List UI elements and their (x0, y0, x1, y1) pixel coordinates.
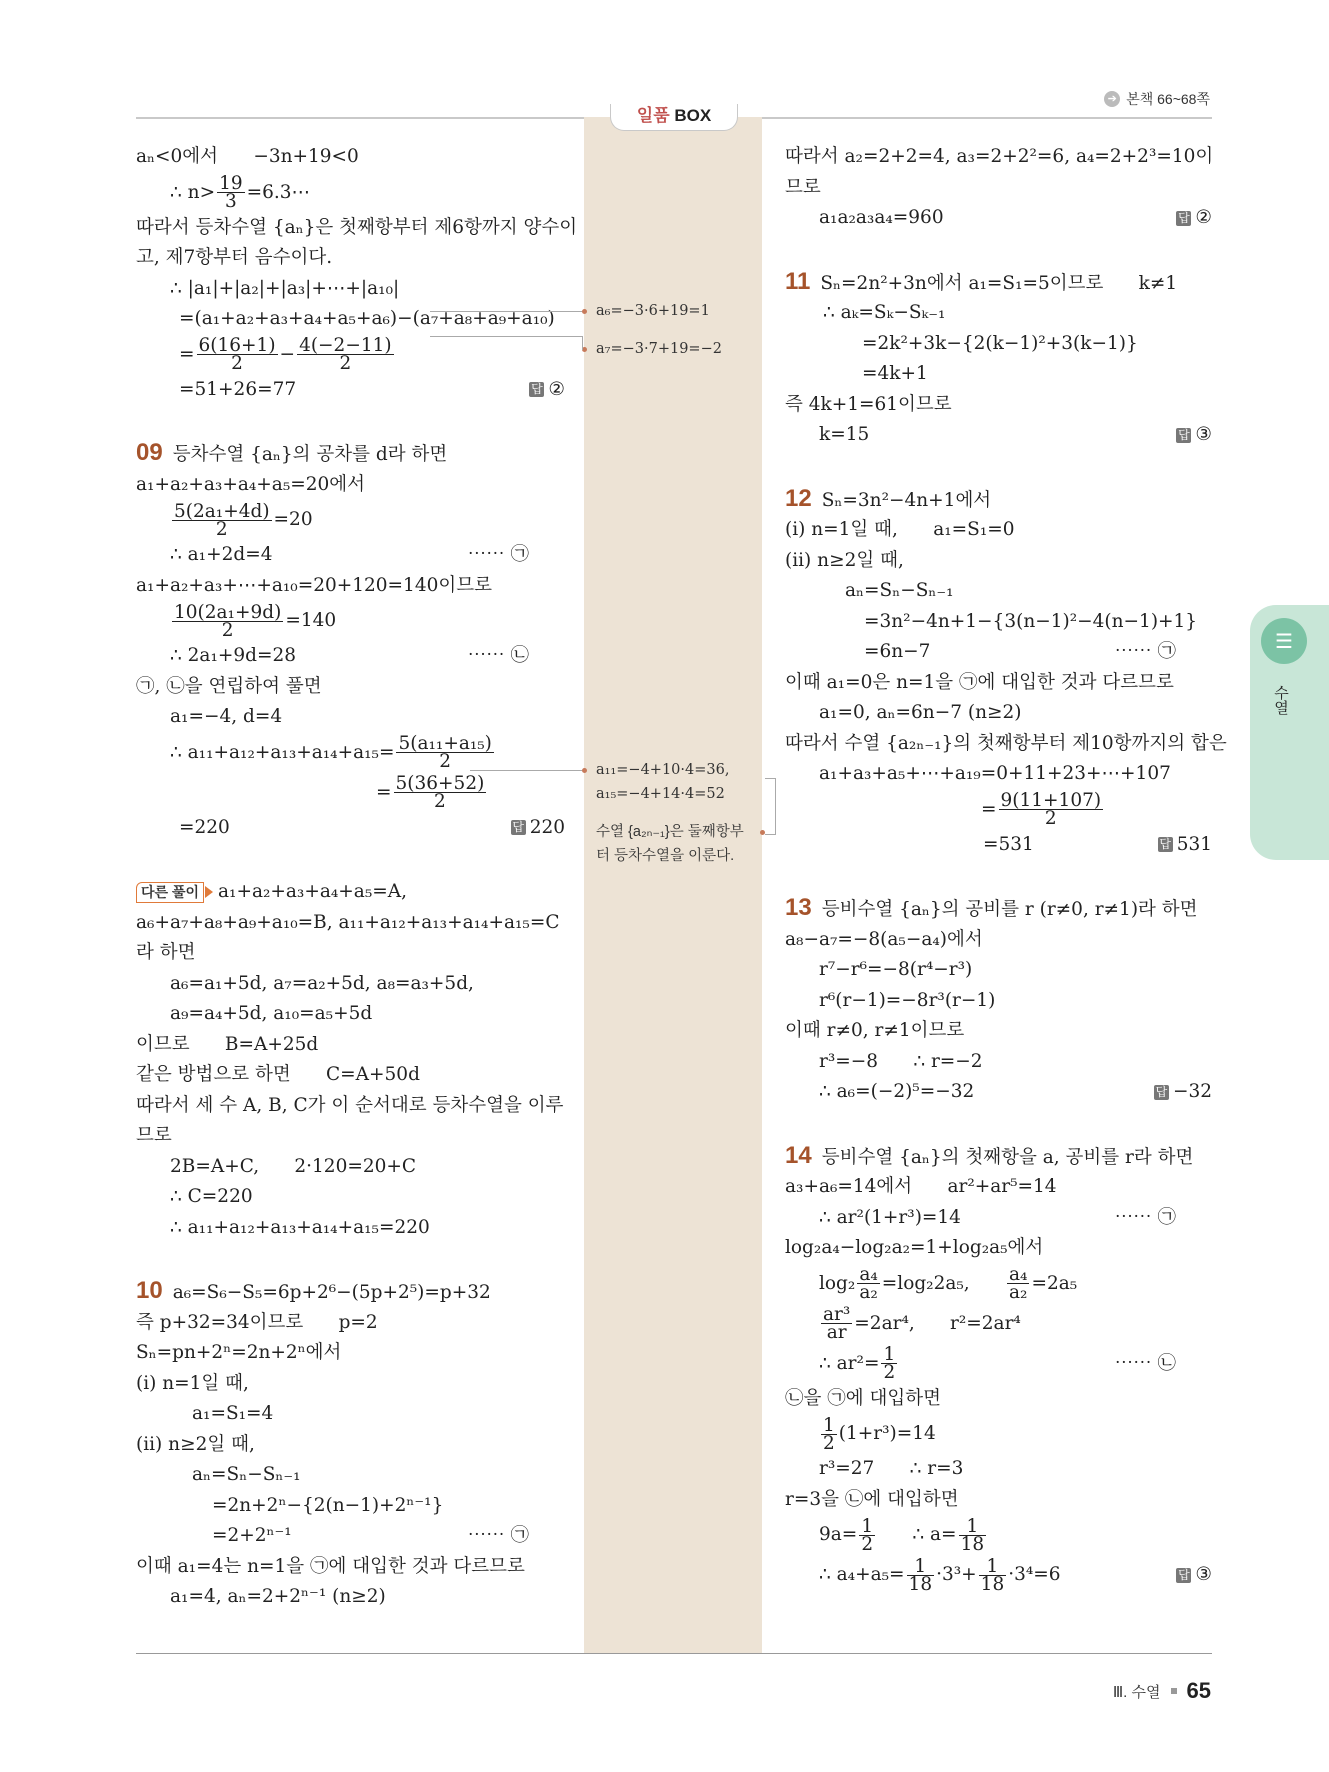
solution-line (136, 142, 565, 173)
math-text: =2+2ⁿ⁻¹ (212, 1525, 292, 1546)
solution-line (136, 773, 565, 813)
answer (1176, 1555, 1212, 1595)
chapter-label: Ⅲ. 수열 (1112, 1683, 1161, 1701)
solution-line (136, 1491, 565, 1522)
side-tab-label: 수열 (1272, 685, 1289, 715)
solution-line (136, 375, 565, 406)
answer-badge-icon: 답 (1178, 427, 1190, 442)
math-text: =220 (179, 816, 230, 838)
solution-line (785, 359, 1212, 390)
math-text: a₁a₂a₃a₄=960 (819, 207, 944, 228)
note-dot (582, 309, 587, 314)
answer-badge-icon: 답 (1178, 210, 1190, 225)
math-text: a₃+a₆=14에서 ar²+ar⁵=14 (785, 1176, 1057, 1197)
solution-line (785, 955, 1212, 986)
solution-line (785, 1304, 1212, 1344)
math-text: =6.3⋯ (246, 181, 311, 203)
math-text: Sₙ=2n²+3n에서 a₁=S₁=5이므로 k≠1 (820, 272, 1178, 294)
fraction (821, 1306, 852, 1341)
fraction-denominator: 2 (339, 353, 352, 374)
solution-section (785, 1142, 1212, 1596)
footer (1113, 1678, 1211, 1704)
solution-line (785, 515, 1212, 546)
fraction-numerator: 5(a₁₁+a₁₅) (398, 733, 492, 754)
math-text: a₁=4, aₙ=2+2ⁿ⁻¹ (n≥2) (170, 1586, 386, 1607)
fraction-numerator: 19 (219, 173, 243, 194)
list-icon: ☰ (1261, 618, 1307, 664)
fraction-denominator: 2 (439, 751, 452, 772)
math-text: ㉠, ㉡을 연립하여 풀면 (136, 675, 322, 697)
answer-value: 220 (529, 816, 565, 838)
fraction (959, 1515, 987, 1555)
problem-number: 13 (785, 894, 812, 921)
math-text: 같은 방법으로 하면 C=A+50d (136, 1064, 420, 1085)
math-text: 등비수열 {aₙ}의 공비를 r (r≠0, r≠1)라 하면 (821, 899, 1198, 920)
answer (529, 375, 565, 406)
math-text: ·3³+ (936, 1564, 977, 1585)
math-text: 따라서 수열 {a₂ₙ₋₁}의 첫째항부터 제10항까지의 합은 (785, 732, 1227, 754)
solution-line (785, 1485, 1212, 1516)
math-text: ∴ a₁+2d=4 (170, 544, 273, 565)
fraction-numerator: a₄ (1008, 1264, 1028, 1285)
math-text: (1+r³)=14 (838, 1423, 936, 1444)
fraction (907, 1555, 935, 1595)
fraction-denominator: 2 (861, 1533, 874, 1555)
answer-badge-icon: 답 (1159, 837, 1171, 851)
solution-line (785, 1555, 1212, 1595)
solution-line (785, 1203, 1212, 1234)
solution-line (785, 1344, 1212, 1384)
box-title-text: BOX (669, 106, 712, 125)
connector-line (470, 770, 582, 771)
solution-line (136, 1369, 565, 1400)
math-text: ∴ 2a₁+9d=28 (170, 645, 297, 666)
fraction-denominator: 2 (231, 353, 243, 374)
math-text: aₙ=Sₙ−Sₙ₋₁ (845, 580, 954, 601)
solution-line (136, 969, 565, 1000)
math-text: 등차수열 {aₙ}의 공차를 d라 하면 (172, 444, 448, 465)
fraction-denominator: 18 (960, 1533, 985, 1555)
solution-line (785, 173, 1212, 204)
fraction-denominator: 2 (883, 1362, 896, 1383)
fraction (857, 1266, 879, 1301)
math-text: = (376, 781, 392, 803)
solution-line (136, 1552, 565, 1583)
answer-value: −32 (1172, 1081, 1212, 1102)
answer-badge-icon: 답 (531, 382, 543, 396)
math-text: =20 (273, 509, 313, 530)
equation-marker: ⋯⋯ ㉠ (1114, 641, 1176, 662)
problem-number: 11 (785, 267, 811, 295)
math-text: a₁+a₂+a₃+a₄+a₅=A, (218, 881, 407, 902)
fraction-numerator: a₄ (859, 1264, 878, 1285)
solution-line (785, 925, 1212, 956)
solution-line (785, 203, 1212, 234)
math-text: =2n+2ⁿ−{2(n−1)+2ⁿ⁻¹} (212, 1494, 444, 1516)
solution-line (136, 173, 565, 213)
fraction (396, 735, 493, 770)
math-text: a₁=S₁=4 (192, 1403, 274, 1424)
solution-line (785, 1384, 1212, 1415)
solution-line (136, 1091, 565, 1122)
solution-line (785, 637, 1212, 668)
fraction-numerator: 1 (861, 1515, 874, 1537)
solution-line (136, 1182, 565, 1213)
answer-value: ③ (1195, 424, 1212, 445)
solution-line (136, 243, 565, 274)
solution-line (136, 571, 565, 602)
answer-value: 531 (1176, 833, 1212, 855)
equation-marker: ⋯⋯ ㉡ (1114, 1352, 1176, 1374)
fraction (172, 601, 283, 641)
fraction (197, 337, 278, 372)
chapter-side-tab[interactable] (1250, 605, 1329, 860)
math-text: k=15 (819, 424, 870, 445)
fraction-numerator: 5(36+52) (395, 773, 485, 794)
math-text: aₙ=Sₙ−Sₙ₋₁ (192, 1464, 301, 1485)
solution-line (136, 999, 565, 1030)
math-text: =2a₅ (1031, 1272, 1078, 1294)
math-text: ∴ |a₁|+|a₂|+|a₃|+⋯+|a₁₀| (170, 277, 400, 299)
fraction-numerator: 1 (883, 1344, 896, 1365)
solution-line (785, 485, 1212, 516)
solution-line (785, 1016, 1212, 1047)
solution-line (136, 439, 565, 470)
alt-solution-badge: 다른 풀이 (136, 882, 204, 903)
math-text: ∴ ar²(1+r³)=14 (819, 1206, 961, 1228)
math-text: a₁+a₃+a₅+⋯+a₁₉=0+11+23+⋯+107 (819, 763, 1171, 784)
fraction-numerator: 1 (979, 1558, 1007, 1576)
solution-line (136, 1308, 565, 1339)
fraction (999, 792, 1104, 827)
fraction-numerator: 6(16+1) (198, 335, 276, 356)
solution-line (136, 540, 565, 571)
solution-line (136, 1277, 565, 1308)
answer (1154, 1077, 1212, 1108)
answer (1176, 203, 1212, 234)
math-text: =531 (983, 833, 1034, 855)
math-text: ∴ a= (877, 1524, 957, 1545)
solution-line (136, 938, 565, 969)
note-seq-line2: 터 등차수열을 이룬다. (596, 848, 735, 864)
math-text: 이때 r≠0, r≠1이므로 (785, 1020, 965, 1041)
note-a11: a₁₁=−4+10·4=36, (596, 762, 730, 778)
solution-line (785, 298, 1212, 329)
fraction-denominator: a₂ (859, 1282, 878, 1303)
reference-text: 본책 66~68쪽 (1126, 91, 1210, 107)
math-text: 2B=A+C, 2·120=20+C (170, 1155, 417, 1177)
solution-line (136, 733, 565, 773)
solution-line (785, 1172, 1212, 1203)
math-text: r³=27 ∴ r=3 (819, 1458, 964, 1479)
solution-line (136, 601, 565, 641)
solution-line (136, 1213, 565, 1244)
solution-line (785, 1454, 1212, 1485)
solution-section (785, 142, 1212, 234)
math-text: 즉 p+32=34이므로 p=2 (136, 1311, 378, 1333)
equation-marker: ⋯⋯ ㉠ (467, 544, 529, 565)
math-text: 등비수열 {aₙ}의 첫째항을 a, 공비를 r라 하면 (821, 1146, 1194, 1168)
fraction-denominator: 2 (1044, 808, 1057, 829)
math-text: 따라서 등차수열 {aₙ}은 첫째항부터 제6항까지 양수이 (136, 216, 578, 238)
solution-line (785, 1264, 1212, 1304)
answer-badge-icon: 답 (512, 820, 524, 834)
page-number: 65 (1186, 1678, 1211, 1703)
math-text: (ii) n≥2일 때, (136, 1433, 255, 1455)
math-text: =log₂2a₅, (881, 1272, 1005, 1294)
connector-line (765, 778, 776, 835)
solution-line (785, 329, 1212, 360)
fraction (1007, 1266, 1029, 1301)
math-text: (i) n=1일 때, (136, 1372, 249, 1394)
math-text: ∴ n> (170, 181, 216, 203)
solution-line (785, 1047, 1212, 1078)
math-text: 즉 4k+1=61이므로 (785, 393, 952, 415)
right-column (785, 142, 1227, 1629)
solution-line (136, 908, 565, 939)
math-text: ·3⁴=6 (1008, 1564, 1061, 1585)
math-text: 므로 (785, 176, 821, 198)
fraction-denominator: ar (826, 1322, 847, 1343)
fraction-denominator: 2 (434, 791, 446, 812)
solution-line (136, 1399, 565, 1430)
solution-section (136, 1277, 565, 1613)
solution-line (136, 1152, 565, 1183)
math-text: =2ar⁴, r²=2ar⁴ (854, 1312, 1021, 1334)
math-text: 이므로 B=A+25d (136, 1033, 319, 1055)
solution-section (785, 268, 1212, 451)
problem-number: 12 (785, 484, 812, 512)
solution-line (785, 390, 1212, 421)
equation-marker: ⋯⋯ ㉠ (1114, 1206, 1176, 1228)
solution-line (785, 1142, 1212, 1173)
fraction-denominator: 18 (908, 1573, 933, 1595)
math-text: a₁+a₂+a₃+⋯+a₁₀=20+120=140이므로 (136, 574, 492, 596)
solution-line (136, 1460, 565, 1491)
math-text: − (279, 343, 296, 365)
math-text: a₁=−4, d=4 (170, 706, 283, 727)
solution-line (785, 546, 1212, 577)
solution-line (136, 274, 565, 305)
solution-line (785, 607, 1212, 638)
left-column (136, 142, 578, 1647)
math-text: ∴ a₁₁+a₁₂+a₁₃+a₁₄+a₁₅=220 (170, 1216, 430, 1238)
connector-line (430, 311, 582, 312)
separator-square (1171, 1688, 1177, 1694)
box-title (610, 104, 738, 131)
equation-marker: ⋯⋯ ㉠ (467, 1525, 529, 1546)
fraction-denominator: a₂ (1008, 1282, 1028, 1303)
math-text: r⁷−r⁶=−8(r⁴−r³) (819, 959, 973, 980)
connector-line (430, 336, 583, 350)
answer (1158, 830, 1212, 861)
problem-number: 09 (136, 439, 163, 466)
solution-line (785, 1515, 1212, 1555)
answer-badge-icon: 답 (1155, 1084, 1168, 1099)
solution-line (136, 1582, 565, 1613)
solution-line (785, 1414, 1212, 1454)
math-text: a₉=a₄+5d, a₁₀=a₅+5d (170, 1003, 373, 1024)
note-a15: a₁₅=−4+14·4=52 (596, 786, 725, 802)
math-text: ∴ ar²= (819, 1352, 880, 1374)
fraction (172, 500, 272, 540)
fraction (394, 775, 487, 810)
fraction-denominator: 2 (823, 1432, 835, 1454)
fraction-numerator: 1 (959, 1518, 987, 1536)
box-title-red: 일품 (636, 106, 670, 125)
math-text: a₁=0, aₙ=6n−7 (n≥2) (819, 702, 1022, 723)
solution-section (136, 439, 565, 843)
math-text: r=3을 ㉡에 대입하면 (785, 1488, 959, 1510)
math-text: 따라서 세 수 A, B, C가 이 순서대로 등차수열을 이루 (136, 1094, 564, 1116)
math-text: ∴ C=220 (170, 1186, 253, 1207)
answer-value: ② (1195, 207, 1212, 228)
math-text: =2k²+3k−{2(k−1)²+3(k−1)} (862, 332, 1138, 354)
equation-marker: ⋯⋯ ㉡ (467, 645, 529, 666)
solution-line (785, 142, 1212, 173)
arrow-right-icon: ➔ (1104, 91, 1120, 107)
solution-line (136, 470, 565, 501)
note-seq-line1: 수열 {a₂ₙ₋₁}은 둘째항부 (596, 824, 744, 840)
solution-line (785, 698, 1212, 729)
answer-badge-icon: 답 (1178, 1567, 1190, 1582)
solution-line (785, 1077, 1212, 1108)
note-a6: a₆=−3·6+19=1 (596, 303, 710, 319)
fraction-denominator: 3 (224, 191, 237, 212)
answer (1176, 420, 1212, 451)
answer-value: ② (548, 378, 565, 400)
solution-line (136, 500, 565, 540)
solution-line (785, 830, 1212, 861)
math-text: 므로 (136, 1125, 172, 1146)
math-text: a₆=a₁+5d, a₇=a₂+5d, a₈=a₃+5d, (170, 972, 474, 994)
solution-line (785, 668, 1212, 699)
solution-section (136, 877, 565, 1243)
solution-line (136, 813, 565, 844)
solution-line (136, 672, 565, 703)
fraction-numerator: 4(−2−11) (299, 335, 392, 356)
solution-section (136, 142, 578, 405)
math-text: a₆+a₇+a₈+a₉+a₁₀=B, a₁₁+a₁₂+a₁₃+a₁₄+a₁₅=C (136, 911, 560, 933)
math-text: 따라서 a₂=2+2=4, a₃=2+2²=6, a₄=2+2³=10이 (785, 146, 1214, 167)
fraction (881, 1346, 897, 1381)
solution-line (136, 702, 565, 733)
solution-line (136, 1030, 565, 1061)
math-text: ㉡을 ㉠에 대입하면 (785, 1387, 941, 1409)
fraction-numerator: 1 (907, 1558, 935, 1576)
solution-line (136, 1060, 565, 1091)
answer-value: ③ (1195, 1564, 1212, 1585)
solution-section (785, 894, 1212, 1108)
math-text: = (179, 343, 195, 365)
math-text: ∴ a₁₁+a₁₂+a₁₃+a₁₄+a₁₅= (170, 741, 395, 763)
solution-line (136, 641, 565, 672)
fraction-numerator: 1 (823, 1414, 835, 1436)
fraction-numerator: ar³ (823, 1304, 851, 1325)
solution-line (785, 759, 1212, 790)
math-text: ∴ a₄+a₅= (819, 1564, 905, 1585)
fraction-denominator: 2 (215, 518, 228, 540)
math-text: Sₙ=pn+2ⁿ=2n+2ⁿ에서 (136, 1342, 342, 1363)
math-text: = (981, 798, 997, 820)
fraction (297, 337, 394, 372)
math-text: =51+26=77 (179, 378, 297, 400)
solution-line (136, 1521, 565, 1552)
solution-line (136, 213, 578, 244)
solution-line (785, 1233, 1212, 1264)
solution-line (785, 420, 1212, 451)
math-text: aₙ<0에서 −3n+19<0 (136, 146, 359, 167)
math-text: 고, 제7항부터 음수이다. (136, 247, 333, 268)
math-text: 이때 a₁=4는 n=1을 ㉠에 대입한 것과 다르므로 (136, 1555, 525, 1577)
solution-line (785, 986, 1212, 1017)
math-text: r³=−8 ∴ r=−2 (819, 1050, 983, 1072)
fraction (821, 1414, 837, 1454)
fraction (217, 175, 245, 210)
fraction (859, 1515, 875, 1555)
math-text: r⁶(r−1)=−8r³(r−1) (819, 989, 996, 1011)
problem-number: 10 (136, 1277, 163, 1304)
math-text: log₂a₄−log₂a₂=1+log₂a₅에서 (785, 1237, 1044, 1258)
math-text: (ii) n≥2일 때, (785, 549, 904, 571)
note-a7: a₇=−3·7+19=−2 (596, 341, 722, 357)
math-text: =4k+1 (862, 363, 928, 384)
math-text: a₁+a₂+a₃+a₄+a₅=20에서 (136, 473, 366, 495)
fraction-numerator: 10(2a₁+9d) (174, 601, 282, 623)
problem-number: 14 (785, 1141, 812, 1169)
fraction-denominator: 2 (221, 619, 234, 641)
solution-line (136, 1338, 565, 1369)
math-text: 9a= (819, 1524, 858, 1545)
math-text: 라 하면 (136, 942, 196, 963)
solution-line (136, 877, 565, 908)
answer (511, 813, 565, 844)
math-text: (i) n=1일 때, a₁=S₁=0 (785, 519, 1015, 540)
math-text: =3n²−4n+1−{3(n−1)²−4(n−1)+1} (864, 610, 1198, 632)
math-text: =(a₁+a₂+a₃+a₄+a₅+a₆)−(a₇+a₈+a₉+a₁₀) (179, 308, 555, 329)
math-text: =140 (285, 610, 337, 631)
reference-link[interactable] (1104, 89, 1210, 109)
math-text: ∴ a₆=(−2)⁵=−32 (819, 1081, 975, 1102)
fraction-denominator: 18 (980, 1573, 1005, 1595)
math-text: 이때 a₁=0은 n=1을 ㉠에 대입한 것과 다르므로 (785, 671, 1174, 693)
note-dot (582, 768, 587, 773)
fraction-numerator: 5(2a₁+4d) (174, 500, 270, 522)
math-text: =6n−7 (864, 641, 931, 662)
solution-line (785, 790, 1212, 830)
math-text: Sₙ=3n²−4n+1에서 (821, 489, 992, 511)
solution-line (785, 729, 1227, 760)
math-text: a₆=S₆−S₅=6p+2⁶−(5p+2⁵)=p+32 (172, 1282, 491, 1303)
solution-line (136, 1430, 565, 1461)
footer-divider (136, 1653, 1212, 1654)
math-text: ∴ aₖ=Sₖ−Sₖ₋₁ (823, 302, 946, 323)
solution-line (785, 576, 1212, 607)
math-text: a₈−a₇=−8(a₅−a₄)에서 (785, 928, 983, 950)
solution-section (785, 484, 1227, 861)
fraction (979, 1555, 1007, 1595)
solution-line (136, 304, 565, 335)
fraction-numerator: 9(11+107) (1000, 790, 1102, 811)
solution-line (136, 1121, 565, 1152)
solution-line (785, 268, 1212, 299)
math-text: log₂ (819, 1272, 856, 1294)
solution-line (785, 894, 1212, 925)
